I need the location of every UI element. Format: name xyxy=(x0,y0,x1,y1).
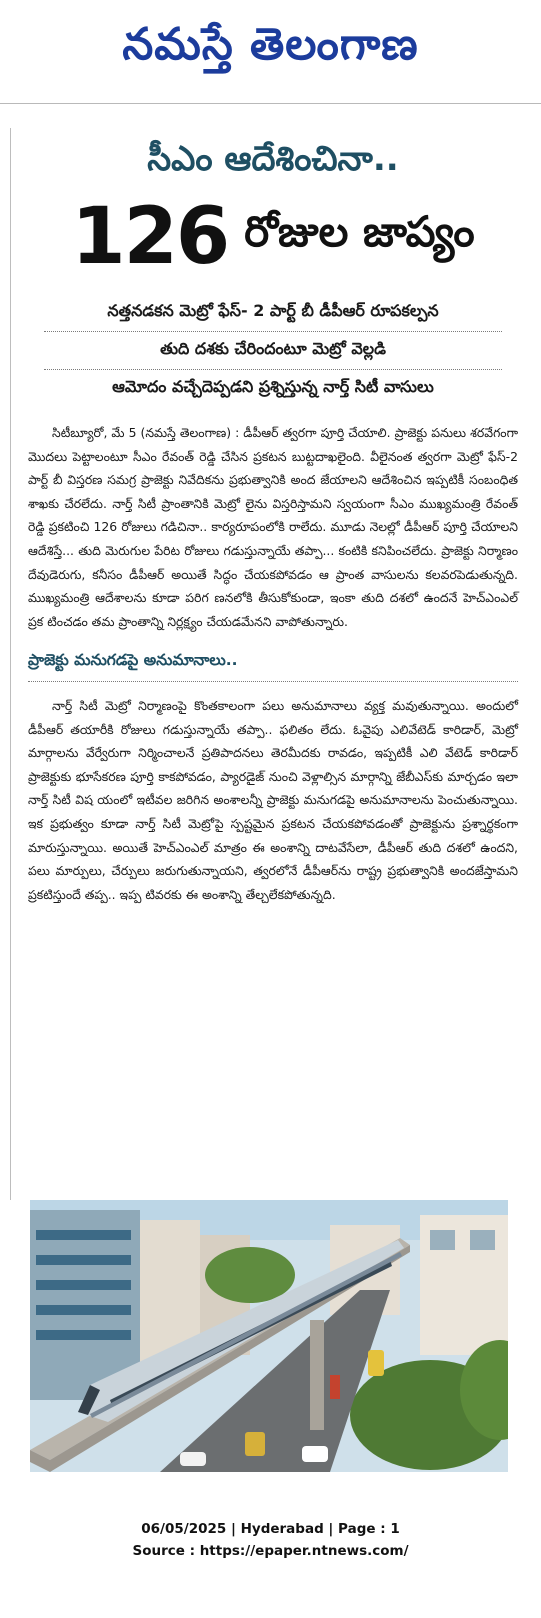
newspaper-logo: నమస్తే తెలంగాణ xyxy=(122,19,419,70)
metro-photo-illustration xyxy=(30,1200,508,1472)
headline-text: రోజుల జాప్యం xyxy=(244,207,475,256)
body-paragraph: నార్త్‌ సిటీ మెట్రో నిర్మాణంపై కొంతకాలంగా పలు అనుమానాలు వ్యక్త మవుతున్నాయి. అందులో డీపీఆర్‌ తయారీకి రోజులు గడుస్తున్నాయే తప్పా.. ఫలితం లేదు. ఓవైపు ఎలివేటెడ్‌ కారిడార్‌, మెట్రో మార్గాలను వేర్వేరుగా నిర్మించాలనే ప్రతిపాదనలు తెరమీదకు రావడం, ఇప్పటికీ ఎలి వేటెడ్‌ కారిడార్‌ ప్రాజెక్టుకు భూసేకరణ పూర్తి కాకపోవడం, ప్యారడైజ్‌ నుంచి వెళ్లాల్సిన మార్గాన్ని జేబీఎస్‌కు మార్చడం ఇలా నార్త్‌ సిటీ విష యంలో ఇటీవల జరిగిన అంశాలన్నీ ప్రాజెక్టు మనుగడపై అనుమానాలను పెంచుతున్నాయి. ఇక ప్రభుత్వం కూడా నార్త్‌ సిటీ మెట్రోపై స్పష్టమైన ప్రకటన చేయకపోవడంతో ప్రాజెక్టును ప్రశ్నార్థకంగా మారుస్తున్నాయి. అయితే హెచ్‌ఎంఎల్‌ మాత్రం ఈ అంశాన్ని దాటవేసేలా, డీపీఆర్‌ తుది దశలో ఉందని, పలు మార్పులు, చేర్పులు జరుగుతున్నాయని, త్వరలోనే డీపీఆర్‌ను రాష్ట్ర ప్రభుత్వానికి అందజేస్తామని ప్రకటిస్తుందే తప్ప.. ఇప్ప టివరకు ఈ అంశాన్ని తేల్చలేకపోతున్నది. xyxy=(28,697,518,902)
column-divider xyxy=(10,128,11,1200)
body-paragraph: సిటీబ్యూరో, మే 5 (నమస్తే తెలంగాణ) : డీపీఆర్‌ త్వరగా పూర్తి చేయాలి. ప్రాజెక్టు పనులు శరవేగంగా మొదలు పెట్టాలంటూ సీఎం రేవంత్‌ రెడ్డి చేసిన ప్రకటన బుట్టదాఖలైంది. వీలైనంత త్వరగా మెట్రో ఫేస్‌-2 పార్ట్‌ బీ విస్తరణ సమగ్ర ప్రాజెక్టు నివేదికను ప్రభుత్వానికి అంద జేయాలని ఆదేశించిన ఇప్పటికీ సంబంధిత శాఖకు చేరలేదు. నార్త్‌ సిటీ ప్రాంతానికి మెట్రో లైను విస్తరిస్తామని స్వయంగా సీఎం ముఖ్యమంత్రి రేవంత్‌ రెడ్డి ప్రకటించి 126 రోజులు గడిచినా.. కార్యరూపంలోకి రాలేదు. మూడు నెలల్లో డీపీఆర్‌ పూర్తి చేయాలని ఆదేశిస్తే... తుది మెరుగుల పేరిట రోజులు గడుస్తున్నాయే తప్పా... కంటికి కనిపించలేదు. ప్రాజెక్టు నిర్మాణం దేవుడెరుగు, కనీసం డీపీఆర్‌ అయితే సిద్ధం చేయకపోవడం ఆ ప్రాంత వాసులను కలవరపెడుతున్నది. ముఖ్యమంత్రి ఆదేశాలను కూడా పరిగ ణనలోకి తీసుకోకుండా, ఇంకా తుది దశలో ఉందనే హెచ్‌ఎంఎల్‌ ప్రక టించడం తమ ప్రాంతాన్ని నిర్లక్ష్యం చేయడమేనని వాపోతున్నారు. xyxy=(28,425,518,629)
page-footer xyxy=(0,1518,541,1562)
masthead-divider xyxy=(0,103,541,104)
metro-photo xyxy=(30,1200,508,1472)
article-kicker: సీఎం ఆదేశించినా.. xyxy=(147,139,399,179)
article xyxy=(28,128,518,906)
headline-number: 126 xyxy=(71,192,229,282)
deck-line: తుది దశకు చేరిందంటూ మెట్రో వెల్లడి xyxy=(44,332,502,370)
article-body xyxy=(28,421,518,906)
article-headline xyxy=(28,192,518,282)
article-subhead: ప్రాజెక్టు మనుగడపై అనుమానాలు.. xyxy=(28,649,518,682)
deck-line: ఆమోదం వచ్చేదెప్పడని ప్రశ్నిస్తున్న నార్త్‌ సిటీ వాసులు xyxy=(112,377,434,396)
footer-dateline: 06/05/2025 | Hyderabad | Page : 1 xyxy=(141,1521,400,1537)
deck-line: నత్తనడకన మెట్రో ఫేస్‌- 2 పార్ట్‌ బీ డీపీఆర్‌ రూపకల్పన xyxy=(44,294,502,332)
article-deck xyxy=(28,294,518,407)
footer-source: Source : https://epaper.ntnews.com/ xyxy=(132,1543,409,1559)
masthead xyxy=(0,0,541,100)
